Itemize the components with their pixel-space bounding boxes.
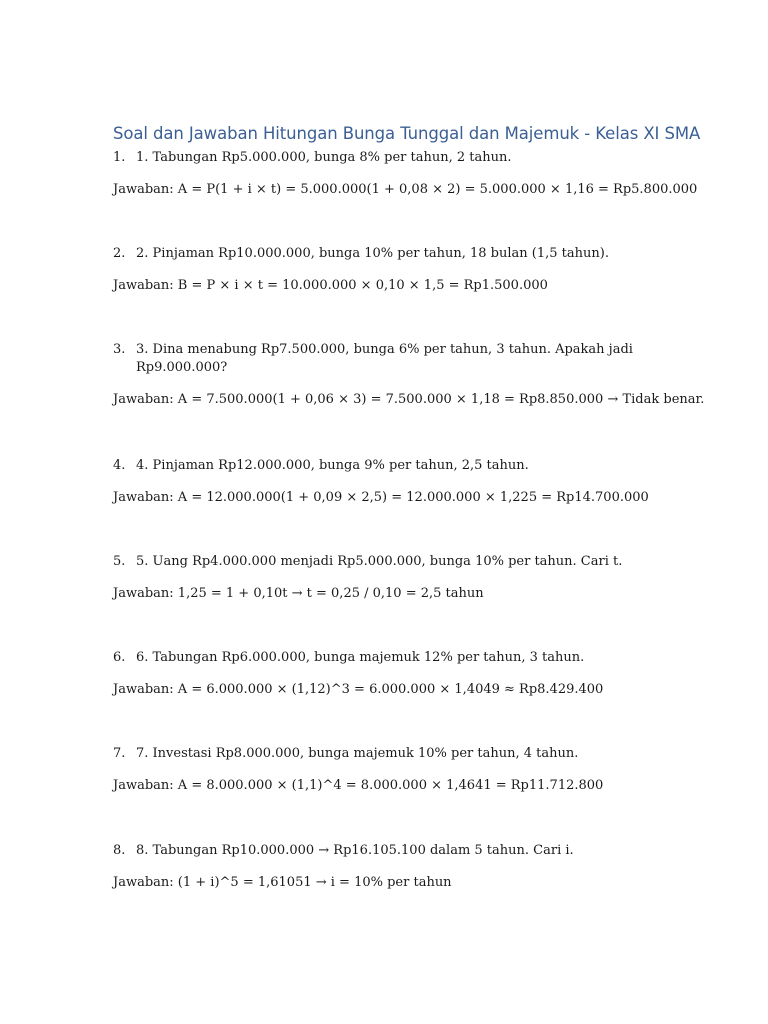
list-number: 7. <box>113 746 126 761</box>
question-3 <box>113 341 673 377</box>
answer-8: Jawaban: (1 + i)^5 = 1,61051 → i = 10% per tahun <box>113 875 452 890</box>
question-6 <box>113 649 673 667</box>
question-text: 5. Uang Rp4.000.000 menjadi Rp5.000.000, bunga 10% per tahun. Cari t. <box>136 554 623 569</box>
list-number: 1. <box>113 150 126 165</box>
list-number: 5. <box>113 554 126 569</box>
qa-item-8 <box>113 842 673 892</box>
question-text: 2. Pinjaman Rp10.000.000, bunga 10% per tahun, 18 bulan (1,5 tahun). <box>136 246 609 261</box>
qa-item-3 <box>113 341 705 409</box>
question-text: 8. Tabungan Rp10.000.000 → Rp16.105.100 dalam 5 tahun. Cari i. <box>136 843 574 858</box>
question-text: 4. Pinjaman Rp12.000.000, bunga 9% per tahun, 2,5 tahun. <box>136 458 529 473</box>
qa-item-2 <box>113 245 673 295</box>
question-8 <box>113 842 673 860</box>
answer-3: Jawaban: A = 7.500.000(1 + 0,06 × 3) = 7.500.000 × 1,18 = Rp8.850.000 → Tidak benar. <box>113 392 705 407</box>
list-number: 2. <box>113 246 126 261</box>
question-text: 1. Tabungan Rp5.000.000, bunga 8% per tahun, 2 tahun. <box>136 150 512 165</box>
qa-item-6 <box>113 649 673 699</box>
question-4 <box>113 457 673 475</box>
question-2 <box>113 245 673 263</box>
answer-7: Jawaban: A = 8.000.000 × (1,1)^4 = 8.000.000 × 1,4641 = Rp11.712.800 <box>113 778 604 793</box>
list-number: 8. <box>113 843 126 858</box>
answer-1: Jawaban: A = P(1 + i × t) = 5.000.000(1 + 0,08 × 2) = 5.000.000 × 1,16 = Rp5.800.000 <box>113 182 698 197</box>
answer-4: Jawaban: A = 12.000.000(1 + 0,09 × 2,5) = 12.000.000 × 1,225 = Rp14.700.000 <box>113 490 649 505</box>
qa-item-4 <box>113 457 673 507</box>
qa-item-5 <box>113 553 673 603</box>
qa-item-1 <box>113 149 698 199</box>
answer-6: Jawaban: A = 6.000.000 × (1,12)^3 = 6.000.000 × 1,4049 ≈ Rp8.429.400 <box>113 682 604 697</box>
document-title: Soal dan Jawaban Hitungan Bunga Tunggal dan Majemuk - Kelas XI SMA <box>113 124 701 143</box>
question-1 <box>113 149 673 167</box>
list-number: 3. <box>113 342 126 357</box>
answer-5: Jawaban: 1,25 = 1 + 0,10t → t = 0,25 / 0,10 = 2,5 tahun <box>113 586 484 601</box>
question-text: 7. Investasi Rp8.000.000, bunga majemuk 10% per tahun, 4 tahun. <box>136 746 579 761</box>
question-7 <box>113 745 673 763</box>
answer-2: Jawaban: B = P × i × t = 10.000.000 × 0,10 × 1,5 = Rp1.500.000 <box>113 278 548 293</box>
question-text: 6. Tabungan Rp6.000.000, bunga majemuk 12% per tahun, 3 tahun. <box>136 650 585 665</box>
list-number: 4. <box>113 458 126 473</box>
qa-item-7 <box>113 745 673 795</box>
question-text: 3. Dina menabung Rp7.500.000, bunga 6% per tahun, 3 tahun. Apakah jadi Rp9.000.000? <box>136 342 633 375</box>
list-number: 6. <box>113 650 126 665</box>
question-5 <box>113 553 673 571</box>
